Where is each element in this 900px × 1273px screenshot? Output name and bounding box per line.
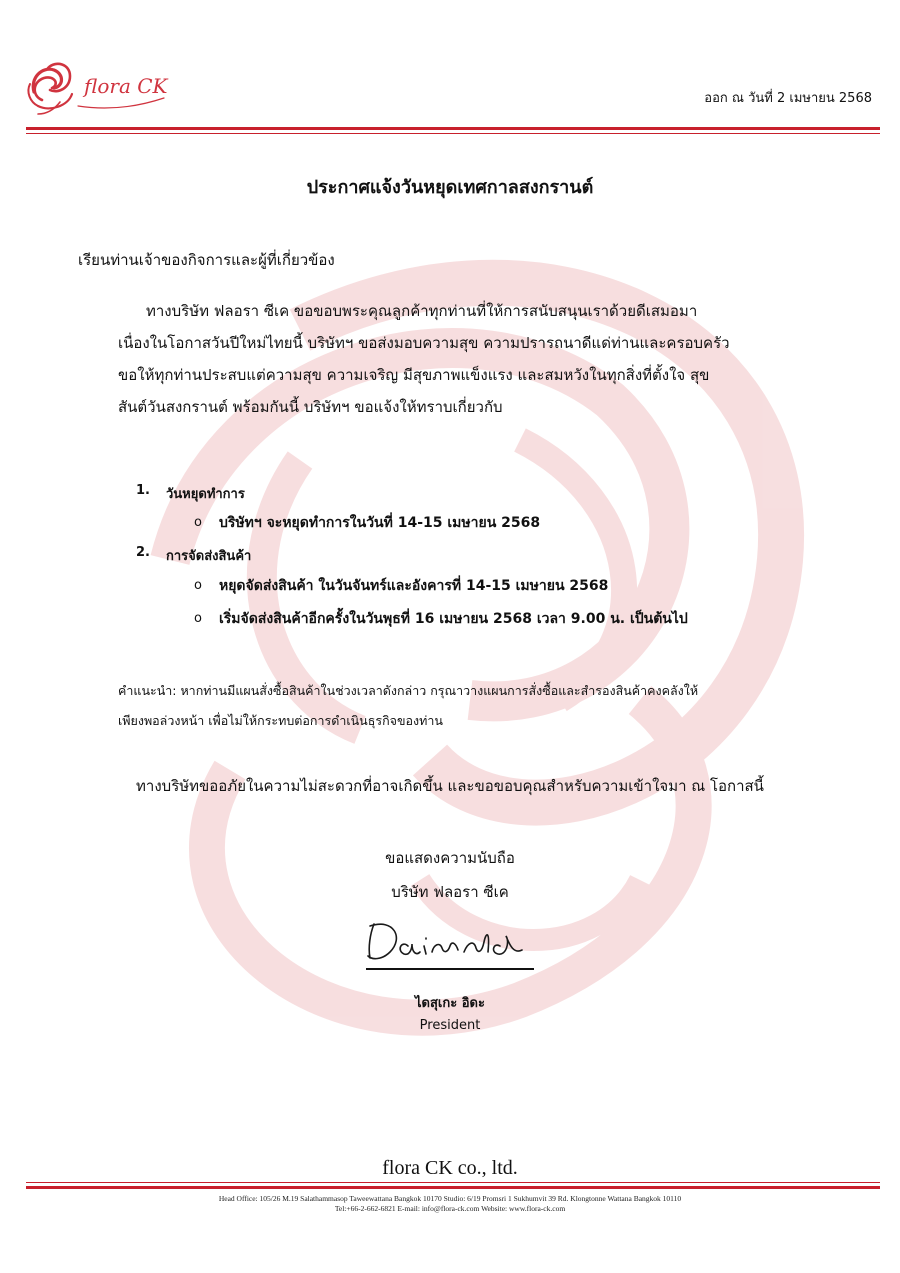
advice-line: เพียงพอล่วงหน้า เพื่อไม่ให้กระทบต่อการดำเนินธุรกิจของท่าน: [118, 713, 443, 728]
announcement-title: ประกาศแจ้งวันหยุดเทศกาลสงกรานต์: [306, 177, 594, 198]
advice-note: [118, 676, 808, 736]
company-name-thai: บริษัท ฟลอรา ซีเค: [391, 883, 509, 901]
closing-statement: ทางบริษัทขออภัยในความไม่สะดวกที่อาจเกิดขึ้น และขอขอบคุณสำหรับความเข้าใจมา ณ โอกาสนี้: [136, 777, 764, 795]
logo-wordmark: flora CK: [84, 74, 168, 98]
body-line: ขอให้ทุกท่านประสบแต่ความสุข ความเจริญ มีสุขภาพแข็งแรง และสมหวังในทุกสิ่งที่ตั้งใจ สุข: [118, 366, 710, 384]
salutation: เรียนท่านเจ้าของกิจการและผู้ที่เกี่ยวข้อง: [78, 251, 335, 269]
section-number: 2.: [136, 545, 150, 560]
bullet-marker: o: [194, 611, 202, 626]
footer-divider-thick: [26, 1186, 880, 1189]
section-heading: วันหยุดทำการ: [166, 487, 245, 502]
list-item: บริษัทฯ จะหยุดทำการในวันที่ 14-15 เมษายน 2568: [219, 515, 541, 531]
footer-company-name: flora CK co., ltd.: [382, 1157, 518, 1179]
signer-name: ไดสุเกะ อิดะ: [415, 996, 485, 1011]
body-line: ทางบริษัท ฟลอรา ซีเค ขอขอบพระคุณลูกค้าทุกท่านที่ให้การสนับสนุนเราด้วยดีเสมอมา: [146, 302, 698, 320]
section-number: 1.: [136, 483, 150, 498]
footer-contact: Tel:+66-2-662-6821 E-mail: info@flora-ck.com Website: www.flora-ck.com: [334, 1204, 566, 1213]
bullet-marker: o: [194, 578, 202, 593]
body-line: เนื่องในโอกาสวันปีใหม่ไทยนี้ บริษัทฯ ขอส่งมอบความสุข ความปรารถนาดีแด่ท่านและครอบครัว: [118, 334, 730, 352]
signature-line: [366, 968, 534, 970]
bullet-marker: o: [194, 515, 202, 530]
issue-date: ออก ณ วันที่ 2 เมษายน 2568: [704, 91, 872, 106]
handwritten-signature: [360, 912, 540, 966]
regards-text: ขอแสดงความนับถือ: [385, 849, 515, 867]
footer-divider-thin: [26, 1182, 880, 1183]
advice-line: คำแนะนำ: หากท่านมีแผนสั่งซื้อสินค้าในช่วงเวลาดังกล่าว กรุณาวางแผนการสั่งซื้อและสำรองสินค้าคงคลังให้: [118, 683, 699, 698]
header-divider-thick: [26, 127, 880, 130]
body-line: สันต์วันสงกรานต์ พร้อมกันนี้ บริษัทฯ ขอแจ้งให้ทราบเกี่ยวกับ: [118, 398, 503, 416]
footer-address: Head Office: 105/26 M.19 Salathammasop Taweewattana Bangkok 10170 Studio: 6/19 Promsri 1 Sukhumvit 39 Rd. Klongtonne Wattana Bangkok 10110: [218, 1194, 682, 1203]
list-item: หยุดจัดส่งสินค้า ในวันจันทร์และอังคารที่ 14-15 เมษายน 2568: [219, 578, 609, 594]
list-item: เริ่มจัดส่งสินค้าอีกครั้งในวันพุธที่ 16 เมษายน 2568 เวลา 9.00 น. เป็นต้นไป: [219, 611, 688, 627]
header-divider-thin: [26, 133, 880, 134]
signer-title: President: [419, 1018, 481, 1033]
section-heading: การจัดส่งสินค้า: [166, 549, 252, 564]
body-paragraph: [118, 295, 838, 423]
